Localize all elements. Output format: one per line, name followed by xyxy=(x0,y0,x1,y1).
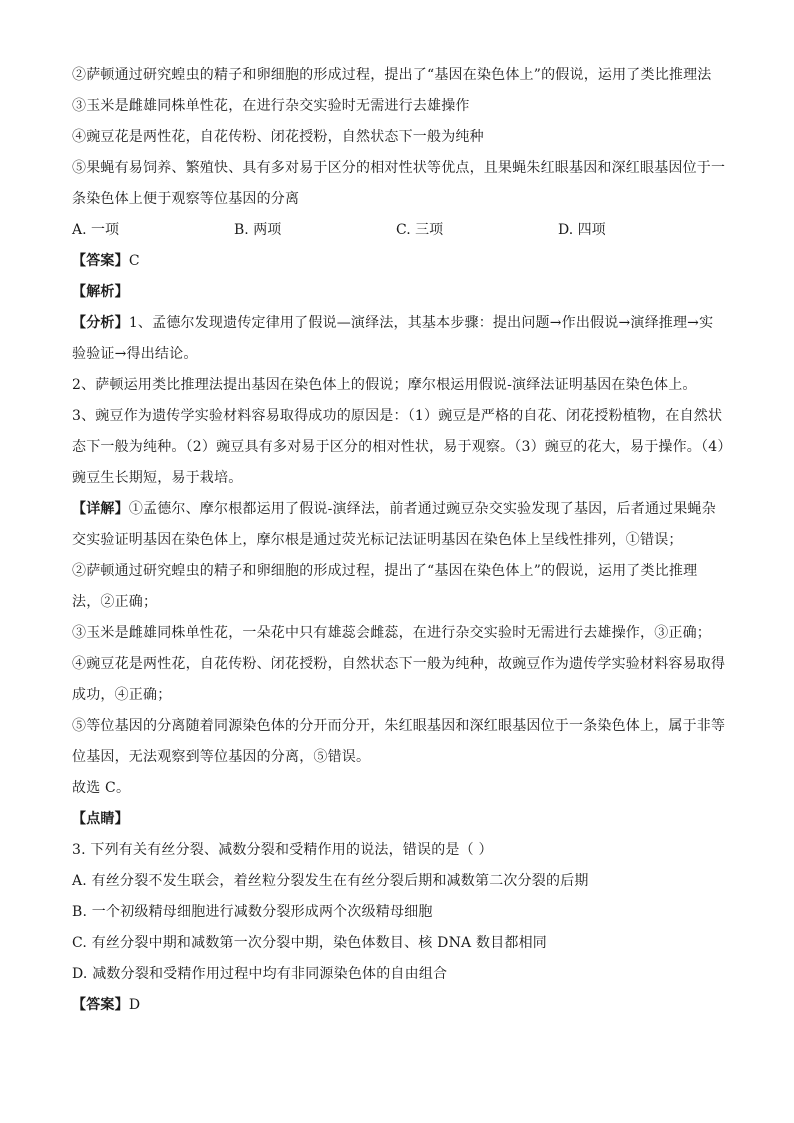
statement-4: ④豌豆花是两性花，自花传粉、闭花授粉，自然状态下一般为纯种 xyxy=(72,129,484,145)
fenxi-line5: 态下一般为纯种。（2）豌豆具有多对易于区分的相对性状，易于观察。（3）豌豆的花大，易于操作。（4） xyxy=(72,439,732,455)
detail-text1: ①孟德尔、摩尔根都运用了假说-演绎法，前者通过豌豆杂交实验发现了基因，后者通过果蝇杂 xyxy=(128,501,716,517)
detail-line4: 法，②正确； xyxy=(72,594,158,610)
detail-label: 【详解】 xyxy=(72,501,129,517)
conclusion-line: 故选 C。 xyxy=(72,780,131,796)
answer2-value: D xyxy=(128,997,141,1013)
detail-line7: 成功，④正确； xyxy=(72,687,172,703)
answer-options xyxy=(72,215,724,246)
dianjing-label: 【点睛】 xyxy=(72,811,129,827)
statement-3: ③玉米是雌雄同株单性花，在进行杂交实验时无需进行去雄操作 xyxy=(72,98,470,114)
answer-line xyxy=(72,246,724,277)
fenxi-label: 【分析】 xyxy=(72,315,129,331)
answer2-label: 【答案】 xyxy=(72,997,129,1013)
question3-option-a: A. 有丝分裂不发生联会，着丝粒分裂发生在有丝分裂后期和减数第二次分裂的后期 xyxy=(72,873,589,889)
statement-5-line2: 条染色体上便于观察等位基因的分离 xyxy=(72,191,300,207)
question3-option-b: B. 一个初级精母细胞进行减数分裂形成两个次级精母细胞 xyxy=(72,904,433,920)
fenxi-line2: 验验证→得出结论。 xyxy=(72,346,198,362)
fenxi-line4: 3、豌豆作为遗传学实验材料容易取得成功的原因是：（1）豌豆是严格的自花、闭花授粉植物，在自然状 xyxy=(72,408,723,424)
option-b: B. 两项 xyxy=(234,222,282,238)
analysis-label: 【解析】 xyxy=(72,284,129,300)
statement-5-line1: ⑤果蝇有易饲养、繁殖快、具有多对易于区分的相对性状等优点，且果蝇朱红眼基因和深红眼基因位于一 xyxy=(72,160,726,176)
statement-2: ②萨顿通过研究蝗虫的精子和卵细胞的形成过程，提出了“基因在染色体上”的假说，运用了类比推理法 xyxy=(72,67,712,83)
fenxi-line3: 2、萨顿运用类比推理法提出基因在染色体上的假说；摩尔根运用假说-演绎法证明基因在染色体上。 xyxy=(72,377,697,393)
detail-line5: ③玉米是雌雄同株单性花，一朵花中只有雄蕊会雌蕊，在进行杂交实验时无需进行去雄操作，③正确； xyxy=(72,625,711,641)
fenxi-text1: 1、孟德尔发现遗传定律用了假说—演绎法，其基本步骤：提出问题→作出假说→演绎推理→实 xyxy=(128,315,714,331)
option-a: A. 一项 xyxy=(72,222,120,238)
detail-line6: ④豌豆花是两性花，自花传粉、闭花授粉，自然状态下一般为纯种，故豌豆作为遗传学实验材料容易取得 xyxy=(72,656,726,672)
detail-line9: 位基因，无法观察到等位基因的分离，⑤错误。 xyxy=(72,749,371,765)
detail-line2: 交实验证明基因在染色体上，摩尔根是通过荧光标记法证明基因在染色体上呈线性排列，①错误； xyxy=(72,532,683,548)
answer2-line xyxy=(72,990,724,1021)
analysis-heading xyxy=(72,277,724,308)
detail-line8: ⑤等位基因的分离随着同源染色体的分开而分开，朱红眼基因和深红眼基因位于一条染色体上，属于非等 xyxy=(72,718,726,734)
document-page xyxy=(72,60,732,1021)
detail-line3: ②萨顿通过研究蝗虫的精子和卵细胞的形成过程，提出了“基因在染色体上”的假说，运用了类比推理 xyxy=(72,563,698,579)
fenxi-line1 xyxy=(72,308,724,339)
question3-option-d: D. 减数分裂和受精作用过程中均有非同源染色体的自由组合 xyxy=(72,966,448,982)
dianjing-heading xyxy=(72,804,724,835)
fenxi-line6: 豌豆生长期短，易于栽培。 xyxy=(72,470,243,486)
option-d: D. 四项 xyxy=(558,222,606,238)
question3-option-c: C. 有丝分裂中期和减数第一次分裂中期，染色体数目、核 DNA 数目都相同 xyxy=(72,935,547,951)
option-c: C. 三项 xyxy=(396,222,444,238)
answer-label: 【答案】 xyxy=(72,253,129,269)
answer-value: C xyxy=(128,253,140,269)
question3-stem: 3. 下列有关有丝分裂、减数分裂和受精作用的说法，错误的是（ ） xyxy=(72,842,493,858)
detail-line1 xyxy=(72,494,724,525)
